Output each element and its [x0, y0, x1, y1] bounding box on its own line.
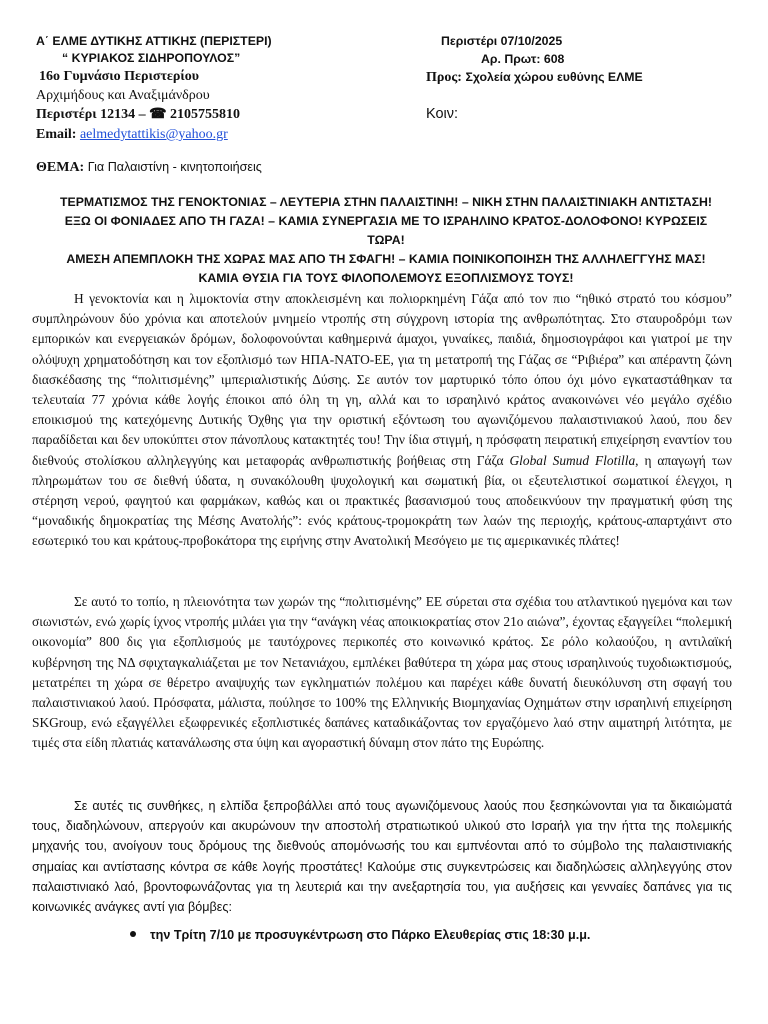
- union-name-line2: “ ΚΥΡΙΑΚΟΣ ΣΙΔΗΡΟΠΟΥΛΟΣ”: [62, 51, 241, 65]
- headline-1: ΤΕΡΜΑΤΙΣΜΟΣ ΤΗΣ ΓΕΝΟΚΤΟΝΙΑΣ – ΛΕΥΤΕΡΙΑ ΣΤΗΝ ΠΑΛΑΙΣΤΙΝΗ! – ΝΙΚΗ ΣΤΗΝ ΠΑΛΑΙΣΤΙΝΙΑΚΗ ΑΝΤΙΣΤΑΣΗ!: [60, 195, 712, 209]
- headline-3: ΤΩΡΑ!: [367, 233, 405, 247]
- bullet-dot: [130, 931, 136, 937]
- subject-line: [36, 160, 262, 176]
- street-address: Αρχιμήδους και Αναξιμάνδρου: [36, 88, 210, 103]
- body-paragraph-2: [32, 592, 732, 754]
- email-link[interactable]: aelmedytattikis@yahoo.gr: [79, 127, 228, 142]
- flotilla-name: Global Sumud Flotilla: [509, 452, 636, 468]
- email-line: [36, 127, 228, 143]
- cc-label: Κοιν:: [426, 106, 459, 122]
- paragraph-2-text: Σε αυτό το τοπίο, η πλειονότητα των χωρών της “πολιτισμένης” ΕΕ σύρεται στα σχέδια του ατλαντικού ηγεμόνα και των σιωνιστών, ενώ χωρίς ίχνος ντροπής μιλάει για την “ανάγκη νέας αποικιοκρατίας στον 21ο αιώνα”, έχοντας εξαγγείλει “πολεμική οικονομία” 800 δις για εξοπλισμούς με ταυτόχρονες περικοπές στο κοινωνικό κράτος. Σε ρόλο κολαούζου, η αντιλαϊκή κυβέρνηση της ΝΔ σφιχταγκαλιάζεται με τον Νετανιάχου, εμπλέκει βαθύτερα τη χώρα μας στους ισραηλινούς τυχοδιωκτισμούς, μετατρέπει τη χώρα σε θέρετρο αναψυχής των εγκληματιών πολέμου και παρέχει κάθε δυνατή διευκόλυνση στη σφαγή του παλαιστινιακού λαού. Πρόσφατα, μάλιστα, πούλησε το 100% της Ελληνικής Βιομηχανίας Οχημάτων στην ισραηλινή επιχείρηση SKGroup, ενώ εξαγγέλλει εξωφρενικές εξοπλιστικές δαπάνες καταδικάζοντας τον εργαζόμενο λαό στην αιματηρή λιτότητα, με τιμές στα είδη πλατιάς κατανάλωσης στα ύψη και αγοραστική δύναμη στον πάτο της Ευρώπης.: [32, 594, 732, 751]
- subject-value: Για Παλαιστίνη - κινητοποιήσεις: [87, 160, 262, 174]
- body-paragraph-1: [32, 289, 732, 552]
- paragraph-1-text-b: , η απαγωγή των πληρωμάτων του σε διεθνή ύδατα, η συνακόλουθη ψυχολογική και σωματική βία, οι εξευτελιστικοί σωματικοί έλεγχοι, η στέρηση νερού, φαγητού και φαρμάκων, καθώς και οι πρακτικές βασανισμού τους αποδεικνύουν την πραγματική φύση της “μοναδικής δημοκρατίας της Μέσης Ανατολής”: ενός κράτους-τρομοκράτη των λαών της περιοχής, κράτους-απαρτχάιντ στο εσωτερικό του και κράτους-προβοκάτορα της ειρήνης στην Ανατολική Μεσόγειο με τις αμερικανικές πλάτες!: [32, 452, 732, 549]
- union-name-line1: Α΄ ΕΛΜΕ ΔΥΤΙΚΗΣ ΑΤΤΙΚΗΣ (ΠΕΡΙΣΤΕΡΙ): [36, 34, 272, 48]
- headline-2: ΕΞΩ ΟΙ ΦΟΝΙΑΔΕΣ ΑΠΟ ΤΗ ΓΑΖΑ! – ΚΑΜΙΑ ΣΥΝΕΡΓΑΣΙΑ ΜΕ ΤΟ ΙΣΡΑΗΛΙΝΟ ΚΡΑΤΟΣ-ΔΟΛΟΦΟΝΟ! ΚΥΡΩΣΕΙΣ: [64, 214, 708, 228]
- paragraph-3-text: Σε αυτές τις συνθήκες, η ελπίδα ξεπροβάλλει από τους αγωνιζόμενους λαούς που ξεσηκώνονται για τα δικαιώματά τους, διαδηλώνουν, απεργούν και ακυρώνουν την αποστολή στρατιωτικού υλικού στο Ισραήλ για την ήττα της πολεμικής μηχανής του, ανοίγουν τους δρόμους της διεθνούς απομόνωσής του και εμπνέονται από το σύμβολο της παλαιστινιακής σημαίας και αντίστασης κόντρα σε κάθε λογής προστάτες! Καλούμε στις συγκεντρώσεις και διαδηλώσεις αλληλεγγύης στον παλαιστινιακό λαό, βροντοφωνάζοντας για τη λευτεριά και την ανεξαρτησία του, για αυξήσεις και γενναίες δαπάνες για τις κοινωνικές ανάγκες αντί για βόμβες:: [32, 799, 732, 915]
- recipient-value: Σχολεία χώρου ευθύνης ΕΛΜΕ: [465, 70, 643, 84]
- school-name: 16ο Γυμνάσιο Περιστερίου: [39, 69, 199, 84]
- recipient-line: [426, 70, 643, 86]
- email-label: Email:: [36, 127, 77, 142]
- subject-label: ΘΕΜΑ:: [36, 160, 85, 175]
- protocol-number: Αρ. Πρωτ: 608: [481, 52, 565, 66]
- headline-5: ΚΑΜΙΑ ΘΥΣΙΑ ΓΙΑ ΤΟΥΣ ΦΙΛΟΠΟΛΕΜΟΥΣ ΕΞΟΠΛΙΣΜΟΥΣ ΤΟΥΣ!: [198, 271, 574, 285]
- city-phone: Περιστέρι 12134 – ☎ 2105755810: [36, 107, 241, 122]
- headline-4: ΑΜΕΣΗ ΑΠΕΜΠΛΟΚΗ ΤΗΣ ΧΩΡΑΣ ΜΑΣ ΑΠΟ ΤΗ ΣΦΑΓΗ! – ΚΑΜΙΑ ΠΟΙΝΙΚΟΠΟΙΗΣΗ ΤΗΣ ΑΛΛΗΛΕΓΓΥΗΣ ΜΑΣ!: [66, 252, 706, 266]
- recipient-label: Προς:: [426, 70, 462, 85]
- event-bullet-item: την Τρίτη 7/10 με προσυγκέντρωση στο Πάρκο Ελευθερίας στις 18:30 μ.μ.: [150, 928, 591, 942]
- place-date: Περιστέρι 07/10/2025: [441, 34, 563, 48]
- body-paragraph-3: [32, 796, 732, 917]
- paragraph-1-text-a: Η γενοκτονία και η λιμοκτονία στην αποκλεισμένη και πολιορκημένη Γάζα από τον πιο “ηθικό στρατό του κόσμου” συμπληρώνουν δύο χρόνια και αποτελούν μνημείο ντροπής στη σύγχρονη ιστορία της ανθρωπότητας. Στο σταυροδρόμι των εμπορικών και ενεργειακών δρόμων, δολοφονούνται καθημερινά άμαχοι, γυναίκες, παιδιά, δημοσιογράφοι και γιατροί με την ολόψυχη χρηματοδότηση και τον εξοπλισμό των ΗΠΑ-ΝΑΤΟ-ΕΕ, για τη μετατροπή της Γάζας σε “Ριβιέρα” και απέραντη ζώνη διασκέδασης της “πολιτισμένης” ιμπεριαλιστικής Δύσης. Σε αυτόν τον μαρτυρικό τόπο όπου όχι μόνο εγκαταστάθηκαν τα τελευταία 77 χρόνια κάθε λογής έποικοι από όλη τη γη, αλλά και το ισραηλινό κράτος ανακοινώνει νέο μεγάλο σχέδιο εποικισμού της κατεχόμενης Δυτικής Όχθης για την οριστική εξόντωση του αγωνιζόμενου παλαιστινιακού λαού, που δεν παραδίδεται και δεν υποκύπτει στον πάνοπλους κατακτητές του! Την ίδια στιγμή, η πρόσφατη πειρατική επιχείρηση εναντίον του διεθνούς στολίσκου αλληλεγγύης και μεταφοράς ανθρωπιστικής βοήθειας στη Γάζα: [32, 291, 732, 468]
